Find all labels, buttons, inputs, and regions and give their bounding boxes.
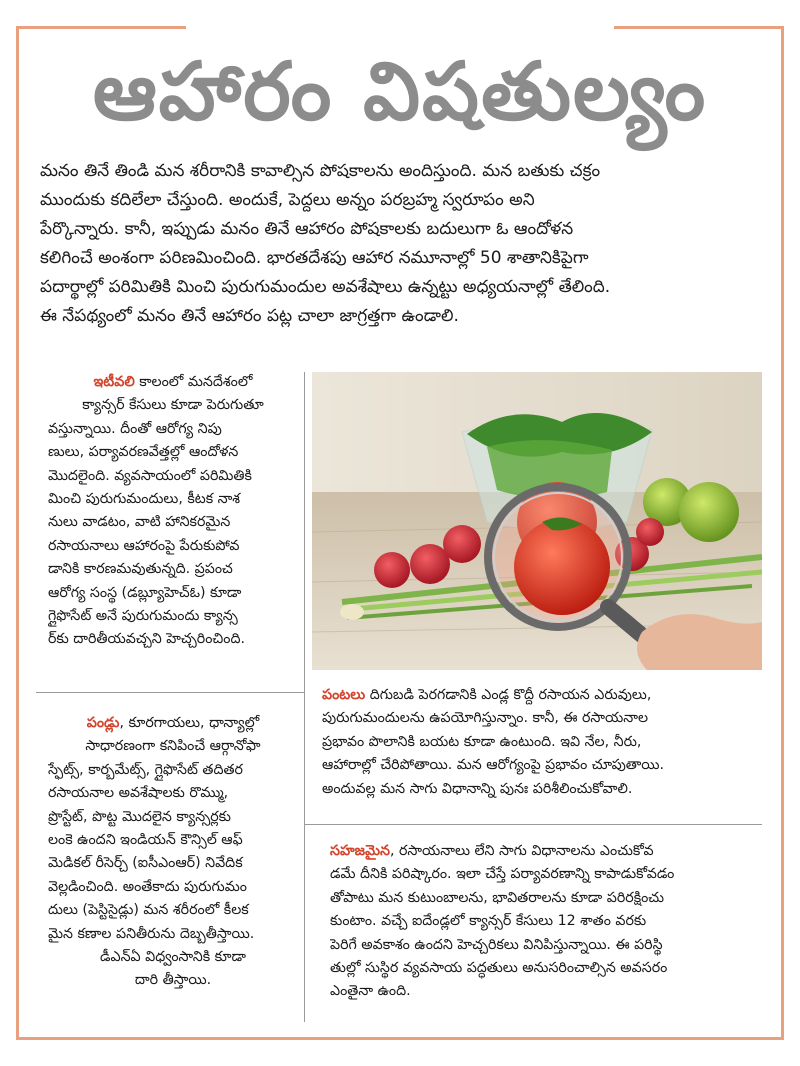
column-divider — [304, 372, 305, 1022]
frame-right — [781, 26, 784, 1040]
section-natural: సహజమైన, రసాయనాలు లేని సాగు విధానాలను ఎంచుకోవ డమే దీనికి పరిష్కారం. ఇలా చేస్తే పర్యావరణాన్ని కాపాడుకోవడం తోపాటు మన కుటుంబాలను, భావితరాలను కూడా పరిరక్షించు కుంటాం. వచ్చే ఐదేండ్లలో క్యాన్సర్ కేసులు 12 శాతం వరకు పెరిగే అవకాశం ఉందని హెచ్చరికలు వినిపిస్తున్నాయి. ఈ పరిస్థి తుల్లో సుస్థిర వ్యవసాయ పద్ధతులు అనుసరించాల్సిన అవసరం ఎంతైనా ఉంది. — [330, 843, 675, 1000]
section-divider-right — [304, 824, 762, 825]
intro-line: పేర్కొన్నారు. కానీ, ఇప్పుడు మనం తినే ఆహారం పోషకాలకు బదులుగా ఓ ఆందోళన — [40, 219, 574, 239]
frame-left — [16, 26, 19, 1040]
section-fruits: పండ్లు, కూరగాయలు, ధాన్యాల్లో సాధారణంగా కనిపించే ఆర్గానోఫా స్ఫేట్స్, కార్బమేట్స్, గ్లైఫొసేట్ తదితర రసాయనాల అవశేషాలకు రొమ్ము, ప్రొస్టేట్, పొట్ట మొదలైన క్యాన్సర్లకు లంకె ఉందని ఇండియన్ కౌన్సిల్ ఆఫ్ మెడికల్ రీసెర్చ్ (ఐసీఎంఆర్) నివేదిక వెల్లడించింది. అంతేకాదు పురుగుమం దులు (పెస్టిసైడ్లు) మన శరీరంలో కీలక మైన కణాల పనితీరును దెబ్బతీస్తాయి. డీఎన్ఏ విధ్వంసానికి కూడా దారి తీస్తాయి. — [48, 715, 261, 989]
vegetables-magnifier-photo — [312, 372, 762, 670]
frame-bottom — [16, 1037, 784, 1040]
vegetables-photo-svg — [312, 372, 762, 670]
section-lead: సహజమైన — [330, 843, 390, 859]
section-lead: పంటలు — [322, 687, 366, 703]
intro-line: ఈ నేపథ్యంలో మనం తినే ఆహారం పట్ల చాలా జాగ్రత్తగా ఉండాలి. — [40, 306, 459, 326]
intro-line: కలిగించే అంశంగా పరిణమించింది. భారతదేశపు ఆహార నమూనాల్లో 50 శాతానికిపైగా — [40, 248, 589, 268]
section-lead: పండ్లు — [86, 715, 120, 731]
intro-paragraph — [40, 157, 762, 331]
section-recent: ఇటీవలి కాలంలో మనదేశంలో క్యాన్సర్ కేసులు కూడా పెరుగుతూ వస్తున్నాయి. దీంతో ఆరోగ్య నిపు ణులు, పర్యావరణవేత్తల్లో ఆందోళన మొదలైంది. వ్యవసాయంలో పరిమితికి మించి పురుగుమందులు, కీటక నాశ నులు వాడటం, వాటి హానికరమైన రసాయనాలు ఆహారంపై పేరుకుపోవ డానికి కారణమవుతున్నది. ప్రపంచ ఆరోగ్య సంస్థ (డబ్ల్యూహెచ్ఓ) కూడా గ్లైఫొసేట్ అనే పురుగుమందు క్యాన్స ర్‌కు దారితీయవచ్చని హెచ్చరించింది. — [48, 374, 264, 648]
intro-line: పదార్థాల్లో పరిమితికి మించి పురుగుమందుల అవశేషాలు ఉన్నట్టు అధ్యయనాల్లో తేలింది. — [40, 277, 611, 297]
frame-top-left — [16, 26, 186, 29]
section-lead: ఇటీవలి — [93, 374, 135, 390]
intro-line: మనం తినే తిండి మన శరీరానికి కావాల్సిన పోషకాలను అందిస్తుంది. మన బతుకు చక్రం — [40, 161, 601, 181]
section-divider-left — [36, 692, 304, 693]
intro-line: ముందుకు కదిలేలా చేస్తుంది. అందుకే, పెద్దలు అన్నం పరబ్రహ్మ స్వరూపం అని — [40, 190, 535, 210]
frame-top-right — [614, 26, 784, 29]
headline: ఆహారం విషతుల్యం — [92, 45, 708, 138]
section-crops: పంటలు దిగుబడి పెరగడానికి ఎండ్ల కొద్దీ రసాయన ఎరువులు, పురుగుమందులను ఉపయోగిస్తున్నాం. కానీ, ఈ రసాయనాల ప్రభావం పొలానికి బయట కూడా ఉంటుంది. ఇవి నేల, నీరు, ఆహారాల్లో చేరిపోతాయి. మన ఆరోగ్యంపై ప్రభావం చూపుతాయి. అందువల్ల మన సాగు విధానాన్ని పునః పరిశీలించుకోవాలి. — [322, 687, 665, 797]
